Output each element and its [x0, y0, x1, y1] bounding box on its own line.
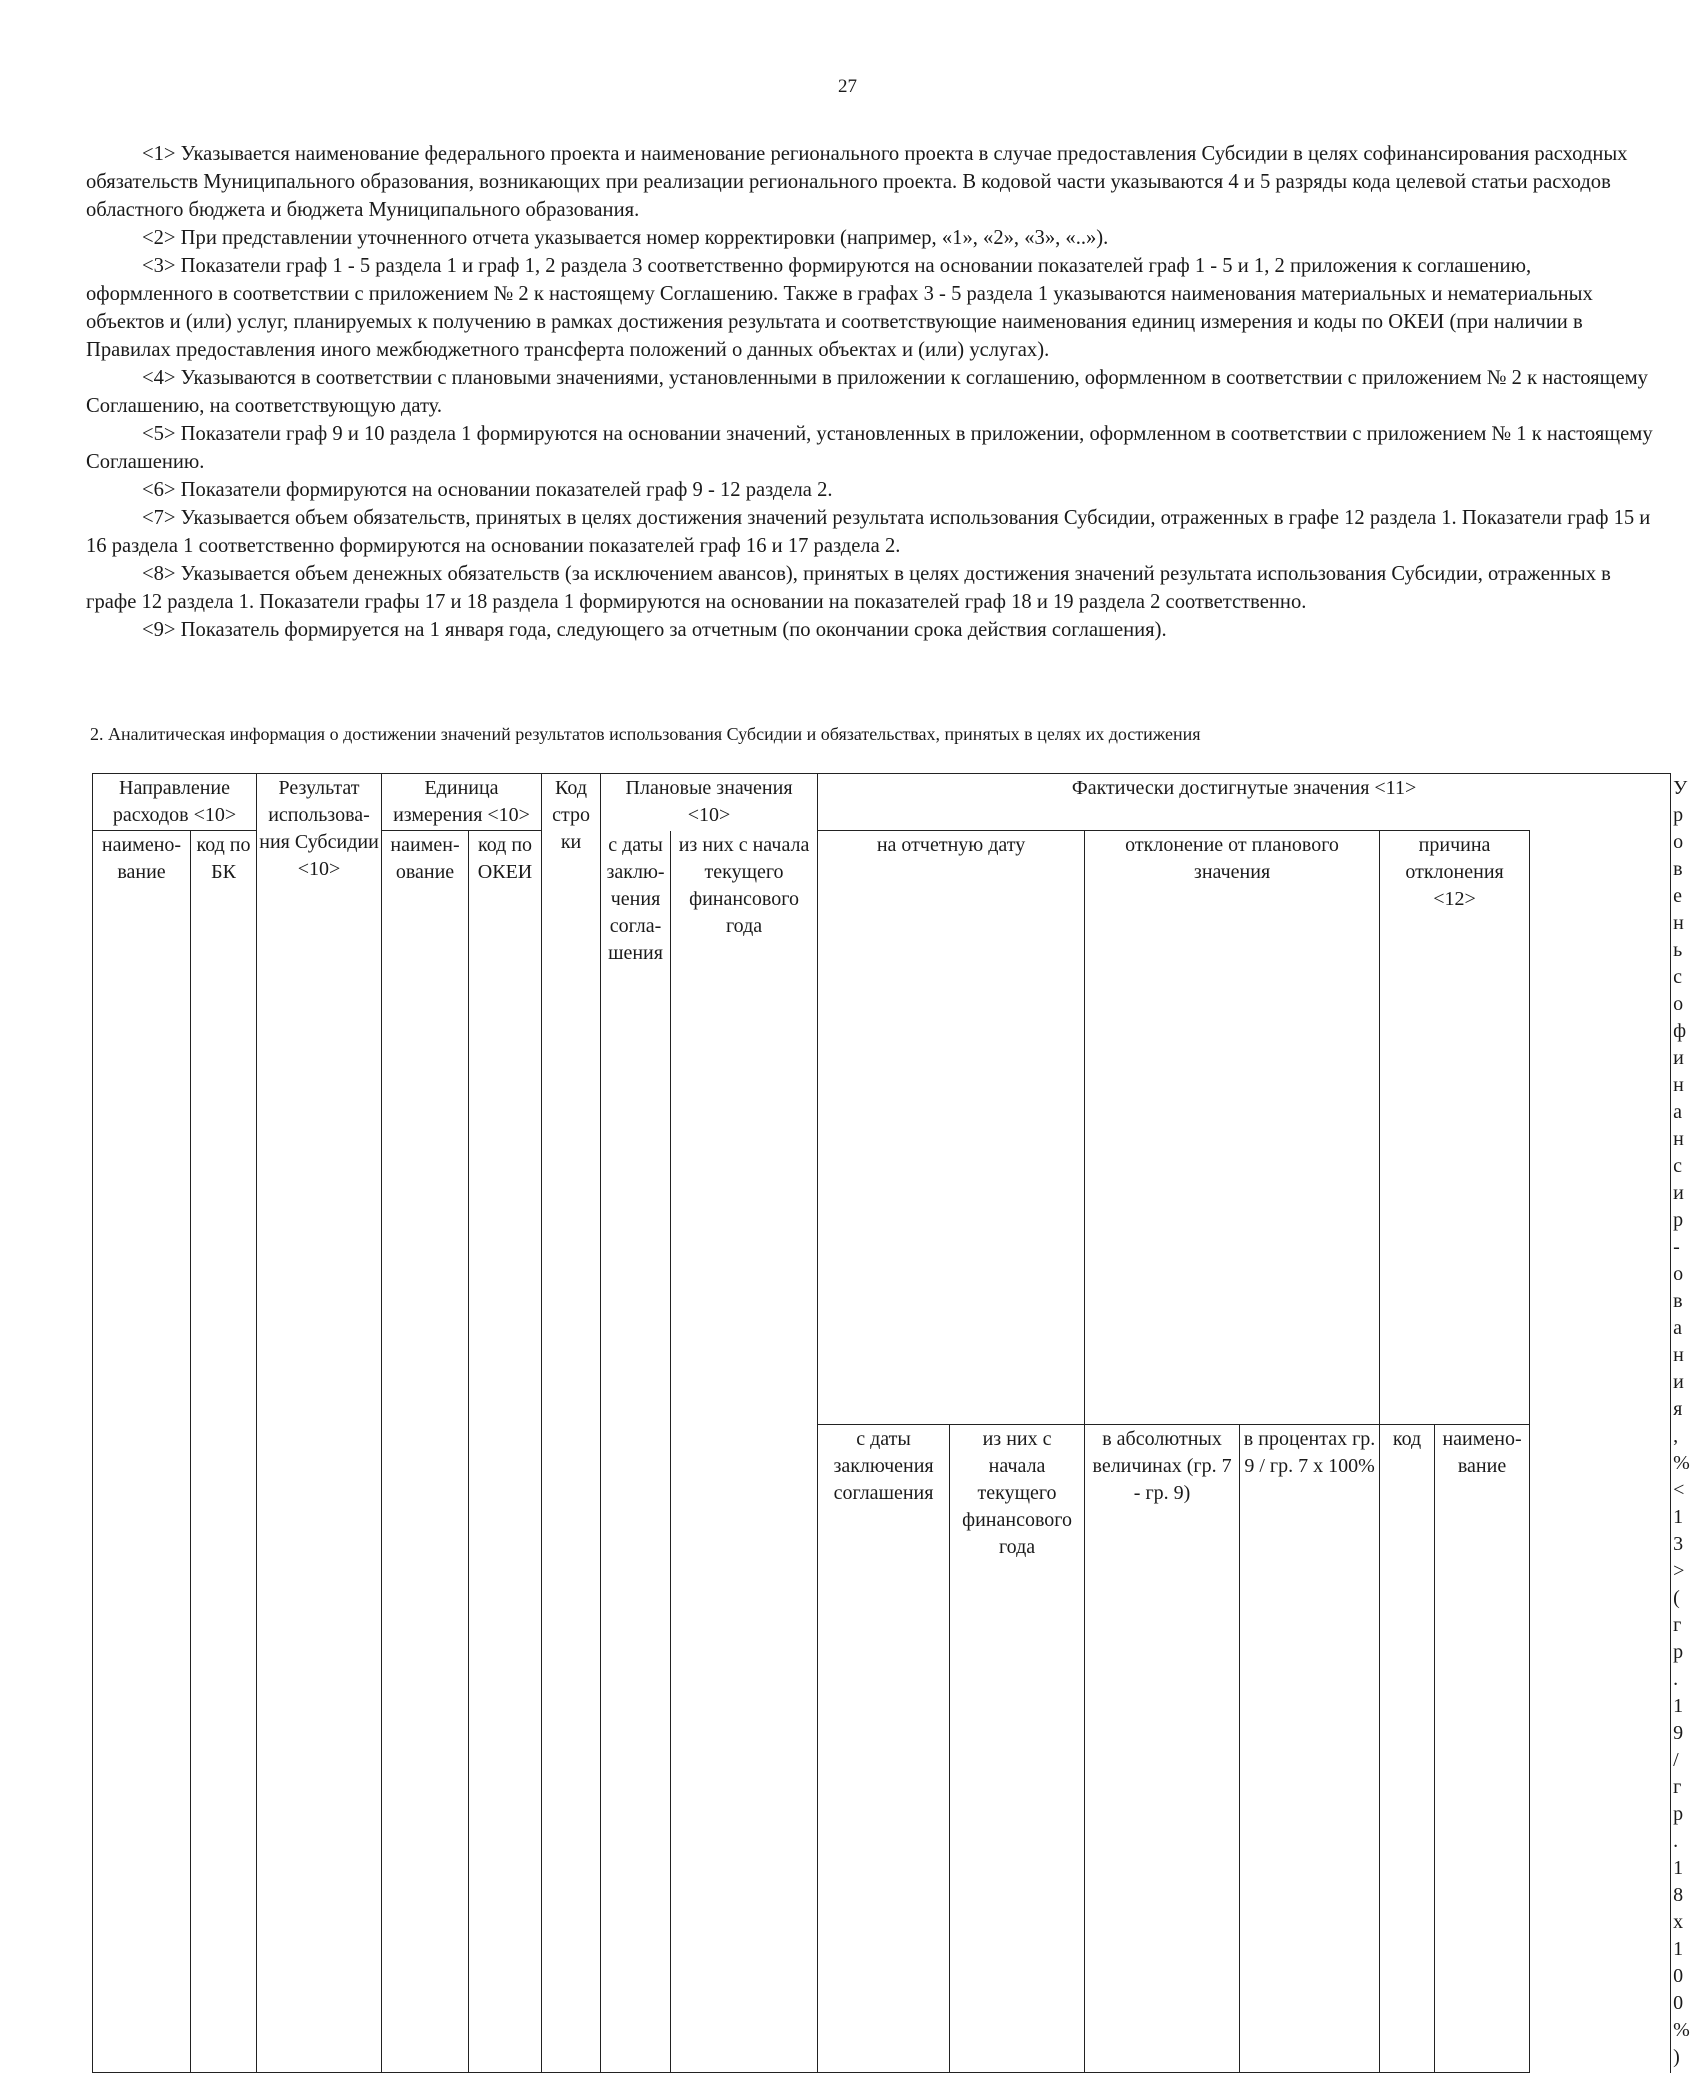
header-actual-from-date: с даты заключения соглашения — [818, 1425, 950, 2073]
header-actual: Фактически достигнутые значения <11> — [818, 774, 1671, 831]
section-heading: 2. Аналитическая информация о достижении значений результатов использования Субсидии и обязательствах, принятых в целях их достижения — [90, 724, 1201, 744]
header-actual-year: из них с начала текущего финансового года — [950, 1425, 1085, 2073]
header-reason-name: наименование — [1435, 1425, 1530, 2073]
header-reason-code: код — [1380, 1425, 1435, 2073]
footnote-9: <9> Показатель формируется на 1 января года, следующего за отчетным (по окончании срока действия соглашения). — [142, 619, 1167, 641]
header-row-1: Направление расходов <10> Результат использования Субсидии <10> Единица измерения <10> Код строки Плановые значения <10> Фактически достигнутые значения <11> Уровень софинансирования, % <13> (гр. 19 / гр. 18 x 100%) — [93, 774, 1671, 831]
header-planned: Плановые значения <10> — [601, 774, 818, 831]
header-row-code: Код строки — [542, 774, 601, 2073]
header-unit: Единица измерения <10> — [382, 774, 542, 831]
page-number: 27 — [838, 76, 857, 97]
header-on-date: на отчетную дату — [818, 831, 1085, 1425]
header-reason: причина отклонения <12> — [1380, 831, 1530, 1425]
header-planned-from-date: с даты заключения соглашения — [601, 831, 671, 2073]
header-deviation-abs: в абсолютных величинах (гр. 7 - гр. 9) — [1085, 1425, 1240, 2073]
header-deviation: отклонение от планового значения — [1085, 831, 1380, 1425]
header-direction-name: наименование — [93, 831, 191, 2073]
footnote-5: <5> Показатели граф 9 и 10 раздела 1 формируются на основании значений, установленных в приложении, оформленном в соответствии с приложением № 1 к настоящему Соглашению. — [86, 423, 1653, 473]
header-unit-name: наименование — [382, 831, 469, 2073]
footnote-2: <2> При представлении уточненного отчета указывается номер корректировки (например, «1», «2», «3», «..»). — [142, 227, 1109, 249]
analytics-table — [92, 773, 1690, 2073]
footnotes — [86, 140, 1661, 644]
header-direction-code: код по БК — [191, 831, 257, 2073]
header-planned-year: из них с начала текущего финансового года — [671, 831, 818, 2073]
header-result: Результат использования Субсидии <10> — [257, 774, 382, 2073]
footnote-3: <3> Показатели граф 1 - 5 раздела 1 и граф 1, 2 раздела 3 соответственно формируются на основании показателей граф 1 - 5 и 1, 2 приложения к соглашению, оформленного в соответствии с приложением № 2 к настоящему Соглашению. Также в графах 3 - 5 раздела 1 указываются наименования материальных и нематериальных объектов и (или) услуг, планируемых к получению в рамках достижения результата и соответствующие наименования единиц измерения и коды по ОКЕИ (при наличии в Правилах предоставления иного межбюджетного трансферта положений о данных объектах и (или) услугах). — [86, 255, 1593, 361]
footnote-6: <6> Показатели формируются на основании показателей граф 9 - 12 раздела 2. — [142, 479, 833, 501]
header-direction: Направление расходов <10> — [93, 774, 257, 831]
header-unit-code: код по ОКЕИ — [469, 831, 542, 2073]
footnote-7: <7> Указывается объем обязательств, принятых в целях достижения значений результата использования Субсидии, отраженных в графе 12 раздела 1. Показатели граф 15 и 16 раздела 1 соответственно формируются на основании показателей граф 16 и 17 раздела 2. — [86, 507, 1651, 557]
header-deviation-pct: в процентах гр. 9 / гр. 7 x 100% — [1240, 1425, 1380, 2073]
footnote-1: <1> Указывается наименование федерального проекта и наименование регионального проекта в случае предоставления Субсидии в целях софинансирования расходных обязательств Муниципального образования, возникающих при реализации регионального проекта. В кодовой части указываются 4 и 5 разряды кода целевой статьи расходов областного бюджета и бюджета Муниципального образования. — [86, 143, 1628, 221]
footnote-4: <4> Указываются в соответствии с плановыми значениями, установленными в приложении к соглашению, оформленном в соответствии с приложением № 2 к настоящему Соглашению, на соответствующую дату. — [86, 367, 1648, 417]
footnote-8: <8> Указывается объем денежных обязательств (за исключением авансов), принятых в целях достижения значений результата использования Субсидии, отраженных в графе 12 раздела 1. Показатели графы 17 и 18 раздела 1 формируются на основании на показателей граф 18 и 19 раздела 2 соответственно. — [86, 563, 1611, 613]
